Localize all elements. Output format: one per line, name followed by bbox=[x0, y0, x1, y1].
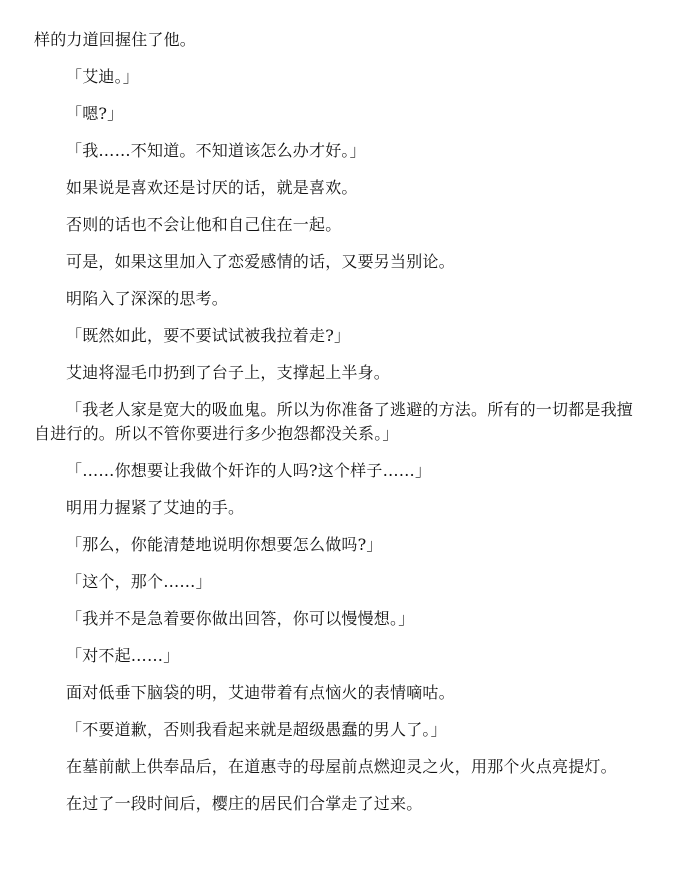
paragraph-18: 面对低垂下脑袋的明，艾迪带着有点恼火的表情嘀咕。 bbox=[66, 683, 455, 702]
paragraph-7: 可是，如果这里加入了恋爱感情的话，又要另当别论。 bbox=[66, 252, 455, 271]
paragraph-1: 样的力道回握住了他。 bbox=[34, 30, 197, 49]
paragraph-15: 「这个，那个……」 bbox=[66, 572, 212, 591]
paragraph-3: 「嗯?」 bbox=[66, 104, 124, 123]
paragraph-16: 「我并不是急着要你做出回答，你可以慢慢想。」 bbox=[66, 609, 415, 628]
paragraph-5: 如果说是喜欢还是讨厌的话，就是喜欢。 bbox=[66, 178, 358, 197]
paragraph-17: 「对不起……」 bbox=[66, 646, 180, 665]
paragraph-10: 艾迪将湿毛巾扔到了台子上，支撑起上半身。 bbox=[66, 363, 391, 382]
paragraph-2: 「艾迪。」 bbox=[66, 67, 140, 86]
paragraph-21: 在过了一段时间后，樱庄的居民们合掌走了过来。 bbox=[66, 794, 423, 813]
paragraph-20: 在墓前献上供奉品后，在道惠寺的母屋前点燃迎灵之火，用那个火点亮提灯。 bbox=[66, 757, 617, 776]
paragraph-12: 「……你想要让我做个奸诈的人吗?这个样子……」 bbox=[66, 461, 432, 480]
paragraph-11: 「我老人家是宽大的吸血鬼。所以为你准备了逃避的方法。所有的一切都是我擅自进行的。所以不管你要进行多少抱怨都没关系。」 bbox=[34, 400, 634, 443]
paragraph-6: 否则的话也不会让他和自己住在一起。 bbox=[66, 215, 342, 234]
document-body bbox=[34, 28, 646, 816]
paragraph-14: 「那么，你能清楚地说明你想要怎么做吗?」 bbox=[66, 535, 383, 554]
paragraph-8: 明陷入了深深的思考。 bbox=[66, 289, 229, 308]
paragraph-13: 明用力握紧了艾迪的手。 bbox=[66, 498, 245, 517]
paragraph-9: 「既然如此，要不要试试被我拉着走?」 bbox=[66, 326, 351, 345]
paragraph-4: 「我……不知道。不知道该怎么办才好。」 bbox=[66, 141, 366, 160]
paragraph-19: 「不要道歉，否则我看起来就是超级愚蠢的男人了。」 bbox=[66, 720, 447, 739]
